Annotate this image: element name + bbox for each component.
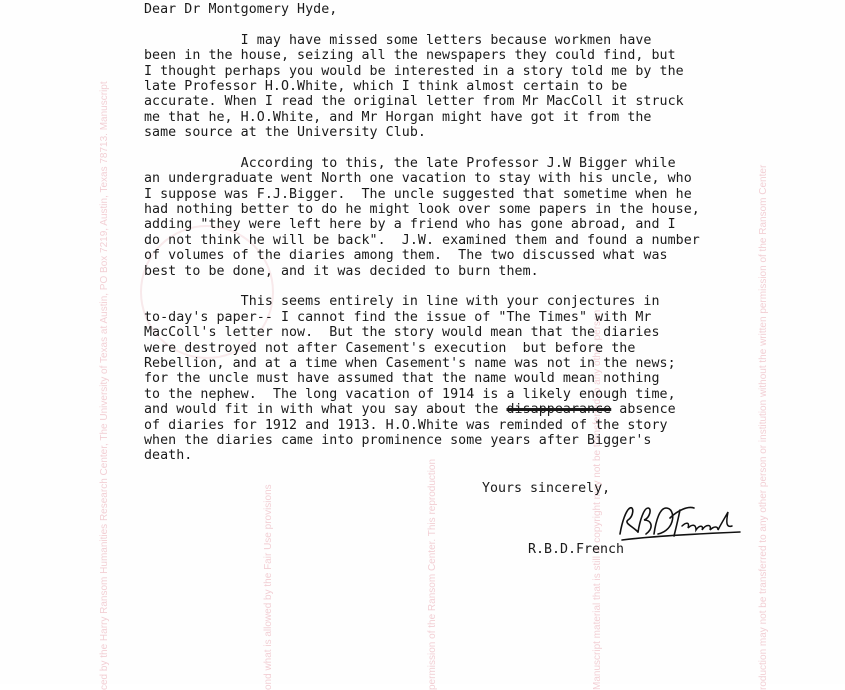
paragraph-3	[144, 294, 814, 463]
salutation: Dear Dr Montgomery Hyde,	[144, 2, 338, 17]
closing-line: Yours sincerely,	[482, 481, 611, 496]
text-segment: and would fit in with what you say about the	[144, 402, 507, 418]
text-line: to the nephew. The long vacation of 1914 is a likely enough time,	[144, 386, 676, 402]
text-line-with-strikeout	[144, 402, 814, 417]
text-line: me that he, H.O.White, and Mr Horgan might have got it from the	[144, 109, 652, 125]
text-line: had nothing better to do he might look over some papers in the house,	[144, 202, 700, 218]
text-line: when the diaries came into prominence some years after Bigger's	[144, 432, 652, 448]
text-line: late Professor H.O.White, which I think almost certain to be	[144, 78, 628, 94]
text-line: Rebellion, and at a time when Casement's name was not in the news;	[144, 355, 676, 371]
watermark-3: permission of the Ransom Center. This reproduction	[427, 458, 438, 690]
text-line: adding "they were left here by a friend who has gone abroad, and I	[144, 217, 676, 233]
text-line: I may have missed some letters because workmen have	[144, 32, 652, 48]
struck-out-word: disappearance	[506, 402, 612, 418]
text-line: I thought perhaps you would be interested in a story told me by the	[144, 63, 684, 79]
text-line: death.	[144, 448, 193, 464]
text-line: According to this, the late Professor J.W Bigger while	[144, 155, 676, 171]
text-line: MacColl's letter now. But the story would mean that the diaries	[144, 325, 660, 341]
text-line: same source at the University Club.	[144, 125, 426, 141]
text-line: best to be done, and it was decided to burn them.	[144, 263, 539, 279]
watermark-2: ond what is allowed by the Fair Use provisions	[263, 484, 274, 690]
text-line: accurate. When I read the original letter from Mr MacColl it struck	[144, 94, 684, 110]
paragraph-1	[144, 33, 814, 141]
text-line: for the uncle must have assumed that the name would mean nothing	[144, 371, 660, 387]
text-line: of volumes of the diaries among them. The two discussed what was	[144, 248, 668, 264]
text-line: been in the house, seizing all the newspapers they could find, but	[144, 48, 676, 64]
watermark-4: Manuscript material that is still in copyright may not be transferred to any other person	[592, 309, 603, 690]
typed-signature-name: R.B.D.French	[528, 542, 625, 557]
text-line: an undergraduate went North one vacation to stay with his uncle, who	[144, 171, 692, 187]
watermark-5: roduction may not be transferred to any other person or institution without the written permission of the Ransom Center	[758, 164, 769, 690]
paragraph-2	[144, 156, 814, 279]
text-line: were destroyed not after Casement's execution but before the	[144, 340, 636, 356]
text-line: This seems entirely in line with your conjectures in	[144, 294, 660, 310]
text-line: to-day's paper-- I cannot find the issue of "The Times" with Mr	[144, 309, 652, 325]
text-segment: absence	[611, 402, 676, 418]
watermark-1: ced by the Harry Ransom Humanities Research Center, The University of Texas at Austin, PO Box 7219, Austin, Texas 78713. Manuscript	[99, 81, 110, 690]
text-line: of diaries for 1912 and 1913. H.O.White was reminded of the story	[144, 417, 668, 433]
text-line: do not think he will be back". J.W. examined them and found a number	[144, 232, 700, 248]
text-line: I suppose was F.J.Bigger. The uncle suggested that sometime when he	[144, 186, 692, 202]
handwritten-signature	[614, 496, 744, 544]
letter-body	[144, 2, 814, 464]
